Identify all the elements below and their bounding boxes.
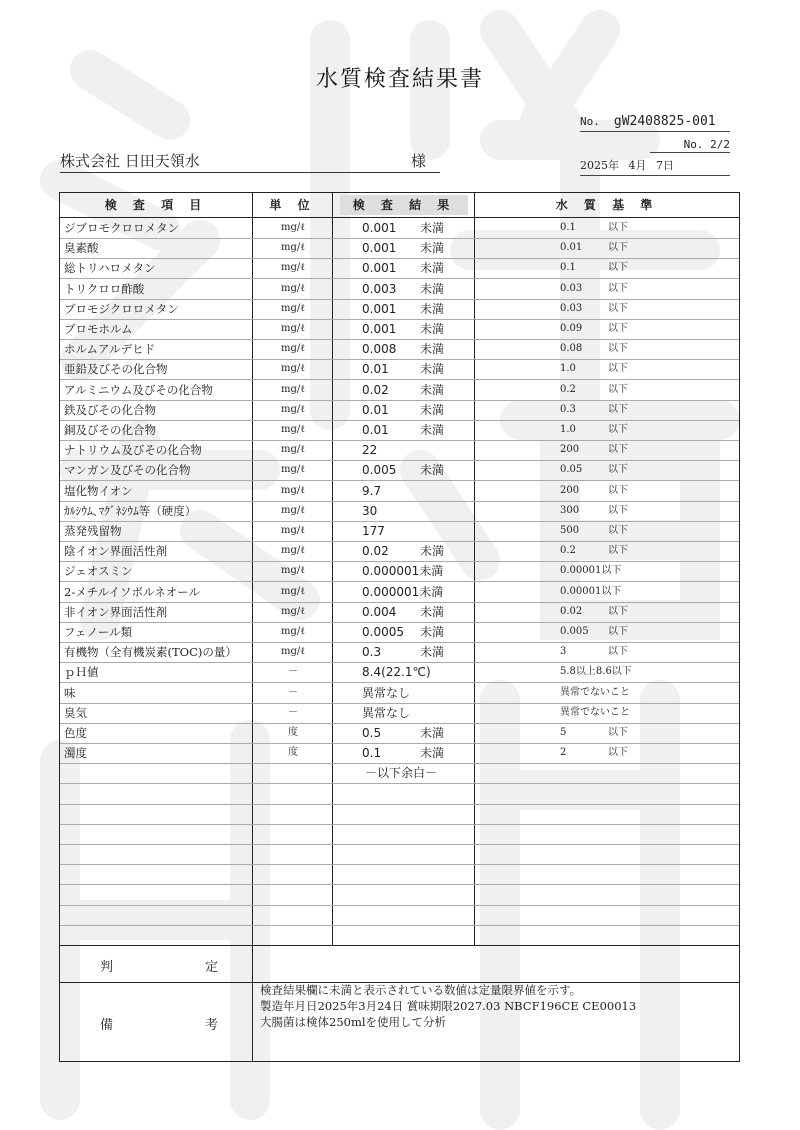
- result-value: 異常なし: [362, 705, 411, 720]
- result: [362, 561, 500, 581]
- result: [362, 258, 500, 278]
- result-value: 0.02: [362, 544, 389, 559]
- remarks-text: [260, 982, 636, 1030]
- standard-value: 0.05: [560, 464, 583, 476]
- item-name: 総トリハロメタン: [64, 261, 156, 276]
- unit: mg/ℓ: [280, 545, 306, 557]
- result-qualifier: 未満: [420, 726, 445, 740]
- remarks-row: [60, 982, 739, 1061]
- standard: [560, 642, 736, 662]
- result: [362, 359, 500, 379]
- item-name: トリクロロ酢酸: [64, 281, 145, 296]
- result: [362, 420, 500, 440]
- result-value: 0.01: [362, 423, 389, 437]
- standard: [560, 400, 736, 420]
- standard-value: 1.0: [560, 424, 576, 435]
- standard-value: 200: [560, 484, 580, 496]
- result-value: 0.004: [362, 604, 397, 619]
- remark-line: 検査結果欄に未満と表示されている数値は定量限界値を示す。: [260, 983, 582, 997]
- unit: mg/ℓ: [280, 424, 306, 435]
- unit: mg/ℓ: [280, 585, 306, 597]
- standard-qualifier: 以下: [608, 545, 628, 557]
- standard: [560, 380, 736, 400]
- unit: mg/ℓ: [280, 626, 306, 637]
- result: [362, 440, 500, 460]
- table-row: [60, 561, 739, 582]
- standard: [560, 279, 736, 299]
- result-qualifier: 未満: [420, 625, 445, 639]
- result: [362, 339, 500, 359]
- table-row: [60, 804, 739, 825]
- table-row: [60, 642, 739, 663]
- standard: [560, 319, 736, 339]
- standard: [560, 561, 736, 581]
- item-name: マンガン及びその化合物: [64, 463, 191, 478]
- result-qualifier: 未満: [420, 645, 445, 660]
- item-name: 臭気: [64, 705, 87, 720]
- unit: mg/ℓ: [280, 323, 306, 334]
- standard: [560, 723, 736, 743]
- unit: mg/ℓ: [280, 403, 306, 415]
- table-row: [60, 541, 739, 562]
- standard: [560, 541, 736, 561]
- item-name: 臭素酸: [64, 241, 99, 256]
- table-row: [60, 844, 739, 865]
- result-value: 8.4(22.1℃): [362, 665, 431, 680]
- standard: [560, 662, 736, 682]
- unit: mg/ℓ: [280, 484, 306, 496]
- unit: mg/ℓ: [280, 646, 306, 658]
- item-name: ジェオスミン: [64, 564, 133, 579]
- standard-qualifier: 以下: [601, 585, 622, 597]
- standard-qualifier: 以下: [608, 626, 628, 637]
- result: [362, 622, 500, 642]
- table-row: [60, 279, 739, 300]
- table-row: [60, 440, 739, 461]
- standard: [560, 602, 736, 622]
- result-qualifier: 未満: [420, 402, 445, 417]
- standard-qualifier: 以下: [608, 605, 628, 617]
- standard-value: 異常でないこと: [560, 706, 630, 718]
- table-header: [60, 193, 739, 218]
- standard-qualifier: 以下: [601, 565, 622, 577]
- item-name: 味: [64, 685, 76, 700]
- result: [362, 521, 500, 541]
- recipient-company: [60, 150, 440, 173]
- table-row: [60, 662, 739, 683]
- table-row: [60, 582, 739, 603]
- result-qualifier: 未満: [420, 342, 445, 357]
- item-name: 銅及びその化合物: [64, 423, 156, 437]
- standard-value: 0.2: [560, 545, 576, 557]
- result-value: 異常なし: [362, 685, 411, 700]
- result-qualifier: 未満: [420, 604, 445, 619]
- item-name: ブロモホルム: [64, 322, 133, 336]
- standard-qualifier: 以下: [608, 484, 628, 496]
- item-name: 2-メチルイソボルネオール: [64, 584, 200, 599]
- standard: [560, 218, 736, 238]
- result: [362, 501, 500, 521]
- standard: [560, 440, 736, 460]
- standard-qualifier: 以下: [608, 727, 628, 738]
- standard-value: 0.08: [560, 343, 583, 355]
- unit: mg/ℓ: [280, 222, 306, 233]
- table-row: [60, 460, 739, 481]
- judgement-label-2: 定: [205, 960, 219, 975]
- table-row: [60, 218, 739, 239]
- standard: [560, 743, 736, 763]
- table-row: [60, 420, 739, 441]
- item-name: ブロモジクロロメタン: [64, 301, 179, 316]
- item-name: ナトリウム及びその化合物: [64, 443, 202, 458]
- standard: [560, 339, 736, 359]
- standard-value: 0.01: [560, 242, 583, 254]
- result-qualifier: 未満: [419, 584, 444, 599]
- standard-qualifier: 以下: [608, 525, 628, 536]
- result: [362, 703, 500, 723]
- unit: 度: [288, 747, 298, 759]
- standard-value: 5: [560, 727, 567, 738]
- result: [362, 683, 500, 703]
- result: [362, 602, 500, 622]
- standard-value: 300: [560, 504, 580, 516]
- standard-qualifier: 以下: [608, 747, 628, 759]
- table-row: [60, 905, 739, 926]
- remarks-label-1: 備: [100, 1018, 114, 1033]
- company-name: 株式会社 日田天領水: [60, 152, 200, 170]
- standard-value: 0.3: [560, 403, 576, 415]
- standard: [560, 420, 736, 440]
- table-row: [60, 703, 739, 724]
- unit: mg/ℓ: [280, 282, 306, 294]
- table-row: [60, 723, 739, 744]
- standard-value: 0.2: [560, 383, 576, 395]
- result: [362, 460, 500, 480]
- result: [362, 481, 500, 501]
- result-value: 0.008: [362, 342, 397, 357]
- standard: [560, 258, 736, 278]
- item-name: フェノール類: [64, 625, 133, 639]
- result-qualifier: 未満: [420, 322, 445, 336]
- table-row: [60, 521, 739, 542]
- table-row: [60, 683, 739, 704]
- document-number: [580, 114, 730, 132]
- standard-value: 5.8以上8.6以下: [560, 666, 632, 678]
- unit: mg/ℓ: [280, 565, 306, 577]
- standard-value: 0.09: [560, 323, 583, 334]
- table-row: [60, 824, 739, 845]
- unit: －: [288, 686, 298, 698]
- table-row: [60, 763, 739, 784]
- unit: mg/ℓ: [280, 383, 306, 395]
- result-value: 0.003: [362, 281, 397, 296]
- result-qualifier: 未満: [420, 746, 445, 761]
- result-value: 0.5: [362, 726, 382, 740]
- standard-value: 0.005: [560, 626, 589, 637]
- standard-qualifier: 以下: [608, 323, 628, 334]
- standard-qualifier: 以下: [608, 504, 628, 516]
- standard-value: 0.03: [560, 302, 583, 314]
- standard-qualifier: 以下: [608, 424, 628, 435]
- unit: mg/ℓ: [280, 302, 306, 314]
- result: [362, 723, 500, 743]
- item-name: ホルムアルデヒド: [64, 342, 156, 357]
- result-qualifier: 未満: [420, 463, 445, 478]
- result: [362, 279, 500, 299]
- standard-value: 0.1: [560, 222, 576, 233]
- standard-qualifier: 以下: [608, 242, 628, 254]
- result: [362, 582, 500, 602]
- result-value: 0.000001: [362, 584, 420, 599]
- standard-qualifier: 以下: [608, 464, 628, 476]
- judgement-row: [60, 945, 739, 983]
- result-value: 9.7: [362, 483, 382, 498]
- table-row: [60, 501, 739, 522]
- header-unit: 単 位: [269, 198, 316, 212]
- result-value: 0.001: [362, 261, 397, 276]
- result-qualifier: 未満: [420, 221, 445, 235]
- document-title: 水質検査結果書: [315, 67, 484, 92]
- remark-line: 大腸菌は検体250mlを使用して分析: [260, 1015, 447, 1029]
- standard-value: 0.03: [560, 282, 583, 294]
- result-qualifier: 未満: [420, 423, 445, 437]
- result-qualifier: 未満: [420, 382, 445, 397]
- standard: [560, 460, 736, 480]
- standard-value: 0.02: [560, 605, 583, 617]
- result-value: 0.02: [362, 382, 389, 397]
- result: [362, 218, 500, 238]
- result-value: 0.01: [362, 362, 389, 377]
- result-qualifier: 未満: [420, 544, 445, 559]
- table-row: [60, 602, 739, 623]
- table-row: [60, 743, 739, 764]
- table-row: [60, 380, 739, 401]
- result-value: 0.005: [362, 463, 397, 478]
- unit: mg/ℓ: [280, 262, 306, 274]
- table-row: [60, 784, 739, 805]
- standard: [560, 481, 736, 501]
- header-result: 検 査 結 果: [340, 195, 468, 215]
- item-name: ｐＨ値: [64, 665, 99, 680]
- standard-value: 2: [560, 747, 567, 759]
- standard-value: 0.00001: [560, 585, 602, 597]
- result-value: 30: [362, 503, 378, 518]
- item-name: アルミニウム及びその化合物: [64, 382, 213, 397]
- item-name: 非イオン界面活性剤: [64, 604, 168, 619]
- standard: [560, 703, 736, 723]
- result: [362, 238, 500, 258]
- standard-value: 3: [560, 646, 567, 658]
- standard-qualifier: 以下: [608, 262, 628, 274]
- standard: [560, 582, 736, 602]
- result: [362, 642, 500, 662]
- standard: [560, 521, 736, 541]
- header-standard: 水 質 基 準: [555, 198, 659, 212]
- date-year: 2025年: [580, 159, 619, 172]
- table-row: [60, 864, 739, 885]
- result-value: 0.001: [362, 322, 397, 336]
- result: [362, 299, 500, 319]
- result: [362, 380, 500, 400]
- standard-value: 200: [560, 444, 580, 456]
- result-value: 0.001: [362, 301, 397, 316]
- unit: mg/ℓ: [280, 605, 306, 617]
- standard-qualifier: 以下: [608, 282, 628, 294]
- item-name: ジブロモクロロメタン: [64, 221, 179, 235]
- unit: 度: [288, 727, 298, 738]
- result-qualifier: 未満: [420, 362, 445, 377]
- standard-value: 0.00001: [560, 565, 602, 577]
- unit: mg/ℓ: [280, 525, 306, 536]
- standard-qualifier: 以下: [608, 383, 628, 395]
- standard-qualifier: 以下: [608, 343, 628, 355]
- standard: [560, 299, 736, 319]
- result-value: 22: [362, 443, 378, 458]
- unit: －: [288, 666, 298, 678]
- standard: [560, 501, 736, 521]
- standard-qualifier: 以下: [608, 222, 628, 233]
- result-value: 0.3: [362, 645, 382, 660]
- result-value: 0.1: [362, 746, 382, 761]
- item-name: 陰イオン界面活性剤: [64, 544, 168, 559]
- result-value: 0.001: [362, 221, 397, 235]
- table-row: [60, 339, 739, 360]
- standard-value: 1.0: [560, 363, 576, 375]
- item-name: 有機物（全有機炭素(TOC)の量）: [64, 645, 237, 660]
- result-value: 0.01: [362, 402, 389, 417]
- result-qualifier: 未満: [420, 241, 445, 256]
- result: [362, 662, 500, 682]
- remarks-label-2: 考: [205, 1018, 219, 1033]
- date-month: 4月: [628, 159, 647, 172]
- result-qualifier: 未満: [420, 301, 445, 316]
- results-table: [59, 192, 740, 1062]
- standard-qualifier: 以下: [608, 403, 628, 415]
- unit: mg/ℓ: [280, 343, 306, 355]
- table-row: [60, 258, 739, 279]
- item-name: 塩化物イオン: [64, 483, 133, 498]
- date-day: 7日: [656, 159, 674, 172]
- table-row: [60, 359, 739, 380]
- item-name: 亜鉛及びその化合物: [64, 362, 168, 377]
- item-name: 鉄及びその化合物: [64, 402, 156, 417]
- standard-qualifier: 以下: [608, 444, 628, 456]
- table-row: [60, 238, 739, 259]
- unit: mg/ℓ: [280, 444, 306, 456]
- result-value: 177: [362, 524, 385, 538]
- unit: －: [288, 706, 298, 718]
- result: [362, 319, 500, 339]
- unit: mg/ℓ: [280, 464, 306, 476]
- standard-qualifier: 以下: [608, 646, 628, 658]
- table-row: [60, 925, 739, 946]
- header-item: 検 査 項 目: [104, 198, 208, 212]
- standard-qualifier: 以下: [608, 302, 628, 314]
- standard: [560, 622, 736, 642]
- item-name: 蒸発残留物: [64, 524, 122, 538]
- table-row: [60, 299, 739, 320]
- result-qualifier: 未満: [419, 564, 444, 579]
- page-number: No. 2/2: [650, 138, 730, 153]
- item-name: 色度: [64, 726, 87, 740]
- table-row: [60, 481, 739, 502]
- standard-value: 異常でないこと: [560, 686, 630, 698]
- item-name: 濁度: [64, 746, 87, 761]
- standard-qualifier: 以下: [608, 363, 628, 375]
- item-name: ｶﾙｼｳﾑ､ﾏｸﾞﾈｼｳﾑ等（硬度）: [64, 503, 197, 518]
- result-value: 0.000001: [362, 564, 420, 579]
- table-row: [60, 885, 739, 906]
- result-value: 0.0005: [362, 625, 404, 639]
- result: [362, 743, 500, 763]
- issue-date: [580, 157, 730, 176]
- unit: mg/ℓ: [280, 504, 306, 516]
- standard: [560, 683, 736, 703]
- standard: [560, 359, 736, 379]
- unit: mg/ℓ: [280, 242, 306, 254]
- unit: mg/ℓ: [280, 363, 306, 375]
- result: [362, 541, 500, 561]
- judgement-label-1: 判: [100, 960, 114, 975]
- document-number-value: gW2408825-001: [613, 114, 716, 129]
- end-note: －以下余白－: [364, 766, 437, 781]
- table-row: [60, 622, 739, 643]
- standard-value: 0.1: [560, 262, 576, 274]
- result-value: 0.001: [362, 241, 397, 256]
- standard: [560, 238, 736, 258]
- standard-value: 500: [560, 525, 580, 536]
- result-qualifier: 未満: [420, 261, 445, 276]
- table-row: [60, 400, 739, 421]
- remark-line: 製造年月日2025年3月24日 賞味期限2027.03 NBCF196CE CE00013: [260, 999, 637, 1013]
- result: [362, 400, 500, 420]
- result-qualifier: 未満: [420, 281, 445, 296]
- table-row: [60, 319, 739, 340]
- document-number-label: No.: [580, 115, 600, 128]
- honorific: 様: [410, 152, 426, 170]
